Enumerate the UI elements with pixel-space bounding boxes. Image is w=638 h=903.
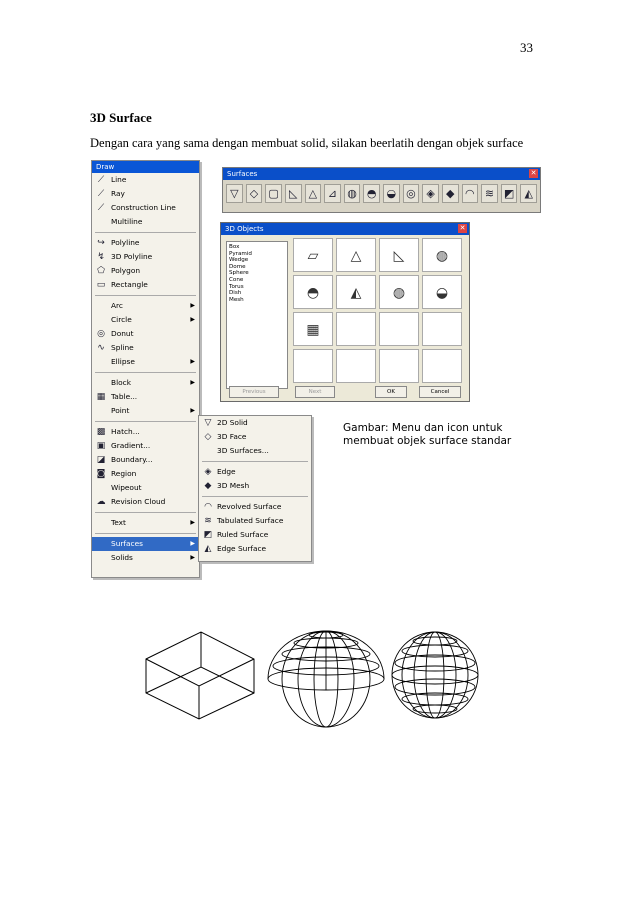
draw_menu-item-circle[interactable] [92, 313, 199, 327]
surfaces_menu-item-edge[interactable] [199, 465, 311, 479]
draw_menu-item-wipeout[interactable] [92, 481, 199, 495]
menu-item-label: Surfaces [111, 539, 144, 548]
edge-surface-icon: ◭ [204, 544, 212, 554]
surfaces_menu-item-2d-solid[interactable] [199, 416, 311, 430]
toolbar-title-text: Surfaces [227, 170, 258, 178]
draw_menu-item-revision-cloud[interactable] [92, 495, 199, 509]
submenu-arrow-icon: ▶ [190, 358, 195, 365]
preview-cell[interactable] [293, 349, 333, 383]
figure-caption [343, 422, 511, 448]
menu-item-label: Polygon [111, 266, 141, 275]
polyline-icon: ↪ [97, 238, 105, 248]
submenu-arrow-icon: ▶ [190, 540, 195, 547]
menu-item-label: Revolved Surface [217, 502, 282, 511]
draw_menu-item-surfaces[interactable] [92, 537, 199, 551]
menu-separator [95, 533, 196, 534]
draw_menu-item-rectangle[interactable] [92, 278, 199, 292]
menu-separator [202, 496, 308, 497]
submenu-arrow-icon: ▶ [190, 316, 195, 323]
list-item[interactable]: Dish [229, 290, 242, 297]
draw-menu-items [92, 173, 199, 565]
list-item[interactable]: Mesh [229, 296, 244, 303]
draw_menu-item-polyline[interactable] [92, 236, 199, 250]
submenu-arrow-icon: ▶ [190, 407, 195, 414]
3d-mesh-icon[interactable]: ◆ [442, 184, 459, 203]
edge-icon: ◈ [204, 467, 212, 477]
toolbar-title [223, 168, 540, 180]
gradient-icon: ▣ [96, 441, 106, 451]
surfaces_menu-item-ruled-surface[interactable] [199, 528, 311, 542]
draw_menu-item-ray[interactable] [92, 187, 199, 201]
submenu-arrow-icon: ▶ [190, 519, 195, 526]
sphere-icon[interactable]: ◍ [344, 184, 361, 203]
draw_menu-item-table[interactable] [92, 390, 199, 404]
menu-item-label: Hatch... [111, 427, 140, 436]
edge-surface-icon[interactable]: ◭ [520, 184, 537, 203]
tabulated-surface-icon[interactable]: ≋ [481, 184, 498, 203]
revision-cloud-icon: ☁ [96, 497, 106, 507]
pyramid-icon[interactable]: △ [305, 184, 322, 203]
table-icon: ▦ [96, 392, 106, 402]
caption-line-2: membuat objek surface standar [343, 435, 512, 447]
draw_menu-item-multiline[interactable] [92, 215, 199, 229]
spline-icon: ∿ [97, 343, 105, 353]
menu-item-label: 3D Polyline [111, 252, 153, 261]
menu-item-label: Ray [111, 189, 125, 198]
revolved-surface-icon: ◠ [204, 502, 212, 512]
draw_menu-item-donut[interactable] [92, 327, 199, 341]
surfaces-submenu-items [199, 416, 311, 556]
menu-item-label: Text [111, 518, 126, 527]
menu-item-label: Region [111, 469, 137, 478]
dialog-title [221, 223, 469, 235]
wedge-icon[interactable]: ◺ [285, 184, 302, 203]
submenu-arrow-icon: ▶ [190, 379, 195, 386]
menu-item-label: Edge Surface [217, 544, 267, 553]
menu-item-label: Table... [111, 392, 138, 401]
torus-icon[interactable]: ◎ [403, 184, 420, 203]
menu-item-label: Block [111, 378, 131, 387]
menu-separator [95, 512, 196, 513]
construction-line-icon: ⟋ [97, 203, 105, 213]
edge-icon[interactable]: ◈ [422, 184, 439, 203]
preview-cell[interactable]: ◓ [293, 275, 333, 309]
draw-menu-title[interactable]: Draw [92, 161, 199, 173]
menu-item-label: Ruled Surface [217, 530, 269, 539]
revolved-surface-icon[interactable]: ◠ [462, 184, 479, 203]
dome-icon[interactable]: ◓ [363, 184, 380, 203]
menu-item-label: Multiline [111, 217, 143, 226]
list-item[interactable]: Sphere [229, 270, 249, 277]
submenu-arrow-icon: ▶ [190, 302, 195, 309]
ok-button[interactable]: OK [375, 386, 407, 398]
surfaces-submenu [198, 415, 312, 562]
menu-separator [95, 372, 196, 373]
line-icon: ⟋ [97, 175, 105, 185]
preview-cell[interactable]: △ [336, 238, 376, 272]
2d-solid-icon: ▽ [204, 418, 212, 428]
preview-cell[interactable]: ◍ [422, 238, 462, 272]
menu-item-label: Solids [111, 553, 133, 562]
preview-cell[interactable]: ◒ [422, 275, 462, 309]
dialog-title-text: 3D Objects [225, 225, 264, 233]
menu-item-label: Rectangle [111, 280, 148, 289]
preview-cell[interactable] [336, 312, 376, 346]
cone-icon[interactable]: ⊿ [324, 184, 341, 203]
draw_menu-item-construction-line[interactable] [92, 201, 199, 215]
preview-cell[interactable]: ◺ [379, 238, 419, 272]
sphere-wireframe [392, 632, 478, 718]
draw_menu-item-block[interactable] [92, 376, 199, 390]
boundary-icon: ◪ [96, 455, 106, 465]
dome-wireframe [268, 631, 384, 727]
page-number: 33 [520, 40, 533, 55]
surfaces_menu-item-3d-surfaces[interactable] [199, 444, 311, 458]
draw_menu-item-solids[interactable] [92, 551, 199, 565]
ray-icon: ⟋ [97, 189, 105, 199]
preview-cell[interactable]: ▱ [293, 238, 333, 272]
menu-item-label: Circle [111, 315, 132, 324]
hatch-icon: ▩ [96, 427, 106, 437]
draw_menu-item-ellipse[interactable] [92, 355, 199, 369]
menu-item-label: Donut [111, 329, 134, 338]
menu-separator [95, 295, 196, 296]
draw_menu-item-polygon[interactable] [92, 264, 199, 278]
surfaces_menu-item-revolved-surface[interactable] [199, 500, 311, 514]
menu-item-label: Gradient... [111, 441, 151, 450]
draw_menu-item-text[interactable] [92, 516, 199, 530]
draw_menu-item-gradient[interactable] [92, 439, 199, 453]
menu-item-label: 3D Surfaces... [217, 446, 269, 455]
surfaces_menu-item-3d-mesh[interactable] [199, 479, 311, 493]
draw_menu-item-hatch[interactable] [92, 425, 199, 439]
draw_menu-item-boundary[interactable] [92, 453, 199, 467]
3d-mesh-icon: ◆ [204, 481, 212, 491]
draw_menu-item-3d-polyline[interactable] [92, 250, 199, 264]
draw_menu-item-arc[interactable] [92, 299, 199, 313]
menu-item-label: 2D Solid [217, 418, 248, 427]
draw-menu [91, 160, 200, 578]
3d-polyline-icon: ↯ [97, 252, 105, 262]
toolbar-buttons [223, 180, 540, 207]
preview-cell[interactable]: ◍ [379, 275, 419, 309]
menu-item-label: Polyline [111, 238, 140, 247]
menu-item-label: Boundary... [111, 455, 153, 464]
menu-item-label: Arc [111, 301, 123, 310]
menu-item-label: Point [111, 406, 130, 415]
rectangle-icon: ▭ [96, 280, 106, 290]
preview-cell[interactable]: ◭ [336, 275, 376, 309]
preview-cell[interactable] [336, 349, 376, 383]
cancel-button[interactable]: Cancel [419, 386, 461, 398]
menu-separator [95, 232, 196, 233]
list-item[interactable]: Torus [229, 283, 244, 290]
preview-cell[interactable] [379, 349, 419, 383]
surfaces_menu-item-tabulated-surface[interactable] [199, 514, 311, 528]
menu-item-label: Edge [217, 467, 236, 476]
menu-item-label: Construction Line [111, 203, 176, 212]
list-item[interactable]: Box [229, 244, 240, 250]
preview-cell[interactable] [379, 312, 419, 346]
menu-separator [95, 421, 196, 422]
list-item[interactable]: Wedge [229, 257, 249, 264]
section-heading: 3D Surface [90, 110, 152, 125]
dish-icon[interactable]: ◒ [383, 184, 400, 203]
submenu-arrow-icon: ▶ [190, 554, 195, 561]
preview-cell[interactable] [422, 349, 462, 383]
menu-item-label: Revision Cloud [111, 497, 166, 506]
menu-item-label: 3D Face [217, 432, 247, 441]
list-item[interactable]: Pyramid [229, 250, 252, 257]
previous-button[interactable]: Previous [229, 386, 279, 398]
list-item[interactable]: Dome [229, 263, 246, 270]
object-list[interactable] [226, 241, 288, 389]
draw_menu-item-spline[interactable] [92, 341, 199, 355]
menu-separator [202, 461, 308, 462]
next-button[interactable]: Next [295, 386, 335, 398]
menu-item-label: 3D Mesh [217, 481, 250, 490]
close-icon[interactable]: ✕ [530, 169, 537, 177]
preview-cell[interactable]: ▦ [293, 312, 333, 346]
draw_menu-item-point[interactable] [92, 404, 199, 418]
surfaces_menu-item-edge-surface[interactable] [199, 542, 311, 556]
3d-face-icon: ◇ [204, 432, 212, 442]
menu-item-label: Ellipse [111, 357, 135, 366]
menu-item-label: Tabulated Surface [217, 516, 284, 525]
polygon-icon: ⬠ [97, 266, 105, 276]
menu-item-label: Spline [111, 343, 134, 352]
3d-objects-dialog [220, 222, 470, 402]
close-icon[interactable]: ✕ [459, 224, 466, 232]
surfaces_menu-item-3d-face[interactable] [199, 430, 311, 444]
3d-face-icon[interactable]: ◇ [246, 184, 263, 203]
ruled-surface-icon[interactable]: ◩ [501, 184, 518, 203]
tabulated-surface-icon: ≋ [204, 516, 212, 526]
intro-paragraph: Dengan cara yang sama dengan membuat solid, silakan beerlatih dengan objek surface [90, 136, 524, 150]
preview-cell[interactable] [422, 312, 462, 346]
2d-solid-icon[interactable]: ▽ [226, 184, 243, 203]
region-icon: ◙ [96, 469, 106, 479]
draw_menu-item-line[interactable] [92, 173, 199, 187]
ruled-surface-icon: ◩ [203, 530, 213, 540]
menu-item-label: Wipeout [111, 483, 142, 492]
preview-grid [293, 238, 463, 386]
box-wireframe [146, 632, 254, 719]
box-icon[interactable]: ▢ [265, 184, 282, 203]
draw_menu-item-region[interactable] [92, 467, 199, 481]
wireframe-figure [141, 619, 494, 731]
caption-line-1: Gambar: Menu dan icon untuk [343, 422, 503, 434]
donut-icon: ◎ [97, 329, 105, 339]
list-item[interactable]: Cone [229, 276, 244, 283]
surfaces-toolbar [222, 167, 541, 213]
menu-item-label: Line [111, 175, 127, 184]
